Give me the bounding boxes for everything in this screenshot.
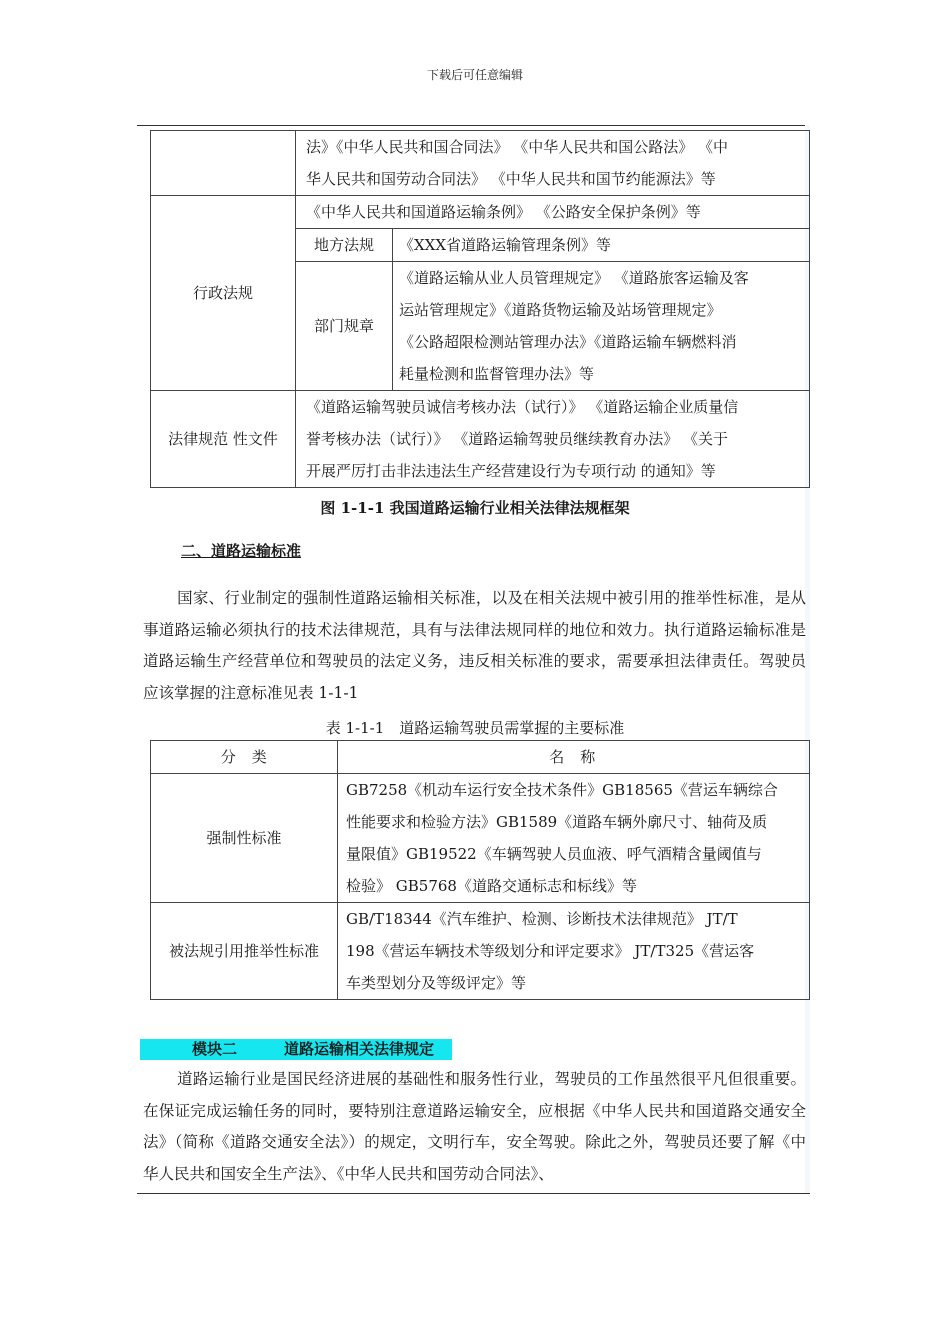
category-cell-admin: 行政法规: [151, 196, 296, 391]
category-cell-norm: 法律规范 性文件: [151, 391, 296, 488]
table-cell: [296, 391, 810, 488]
table-header-row: [151, 741, 810, 774]
paragraph-standards: 国家、行业制定的强制性道路运输相关标准，以及在相关法规中被引用的推举性标准，是从事道路运输必须执行的技术法律规范，具有与法律法规同样的地位和效力。执行道路运输标准是道路运输生产经营单位和驾驶员的法定义务，违反相关标准的要求，需要承担法律责任。驾驶员应该掌握的注意标准见表 1-1-1: [143, 589, 806, 702]
subcategory-local: 地方法规: [296, 229, 393, 262]
module-label: 模块二: [192, 1040, 238, 1058]
table-line: 誉考核办法（试行）》 《道路运输驾驶员继续教育办法》 《关于: [306, 430, 729, 448]
table-line: 开展严厉打击非法违法生产经营建设行为专项行动 的通知》等: [306, 462, 716, 480]
category-cell: 被法规引用推举性标准: [151, 903, 338, 1000]
table-cell: [296, 131, 810, 196]
page-header: 下载后可任意编辑: [426, 68, 523, 82]
standards-table: [150, 740, 810, 1000]
module-heading: [140, 1039, 452, 1060]
table-line: 检验》 GB5768《道路交通标志和标线》等: [346, 877, 637, 895]
table-cell: [393, 262, 810, 391]
table-line: 《公路超限检测站管理办法》《道路运输车辆燃料消: [399, 333, 737, 351]
table-line: 车类型划分及等级评定》等: [346, 974, 527, 992]
section-heading: 二、道路运输标准: [181, 542, 302, 560]
legal-framework-table: [150, 130, 810, 488]
table-line: 《道路运输驾驶员诚信考核办法（试行）》 《道路运输企业质量信: [306, 398, 739, 416]
table-cell: [338, 903, 810, 1000]
table-cell: 《XXX省道路运输管理条例》等: [393, 229, 810, 262]
table-line: 运站管理规定》《道路货物运输及站场管理规定》: [399, 301, 722, 319]
table-cell-empty: [151, 131, 296, 196]
table-cell: 《中华人民共和国道路运输条例》 《公路安全保护条例》等: [296, 196, 810, 229]
table-caption: 表 1-1-1 道路运输驾驶员需掌握的主要标准: [325, 719, 625, 737]
category-cell: 强制性标准: [151, 774, 338, 903]
footer-rule: [137, 1193, 810, 1194]
table-line: 性能要求和检验方法》GB1589《道路车辆外廓尺寸、轴荷及质: [346, 813, 768, 831]
table-cell: [338, 774, 810, 903]
module-title: 道路运输相关法律规定: [284, 1040, 435, 1058]
table-line: GB/T18344《汽车维护、检测、诊断技术法律规范》 JT/T: [346, 910, 738, 928]
table-row: [151, 196, 810, 229]
table-row: [151, 774, 810, 903]
column-header-category: 分 类: [151, 741, 338, 774]
table-row: [151, 391, 810, 488]
subcategory-dept: 部门规章: [296, 262, 393, 391]
table-line: 198《营运车辆技术等级划分和评定要求》 JT/T325《营运客: [346, 942, 755, 960]
paragraph-module: 道路运输行业是国民经济进展的基础性和服务性行业，驾驶员的工作虽然很平凡但很重要。在保证完成运输任务的同时，要特别注意道路运输安全，应根据《中华人民共和国道路交通安全法》（简称《道路交通安全法》）的规定，文明行车，安全驾驶。除此之外，驾驶员还要了解《中华人民共和国安全生产法》、《中华人民共和国劳动合同法》、: [143, 1070, 806, 1183]
figure-caption: 图 1-1-1 我国道路运输行业相关法律法规框架: [320, 499, 630, 517]
table-line: 量限值》GB19522《车辆驾驶人员血液、呼气酒精含量阈值与: [346, 845, 762, 863]
column-header-name: 名 称: [338, 741, 810, 774]
table-line: 耗量检测和监督管理办法》等: [399, 365, 595, 383]
table-line: GB7258《机动车运行安全技术条件》GB18565《营运车辆综合: [346, 781, 778, 799]
table-row: [151, 903, 810, 1000]
table-line: 《道路运输从业人员管理规定》 《道路旅客运输及客: [399, 269, 749, 287]
table-row: [151, 131, 810, 196]
table-line: 华人民共和国劳动合同法》 《中华人民共和国节约能源法》等: [306, 170, 716, 188]
header-rule: [137, 125, 810, 126]
table-line: 法》《中华人民共和国合同法》 《中华人民共和国公路法》 《中: [306, 138, 729, 156]
